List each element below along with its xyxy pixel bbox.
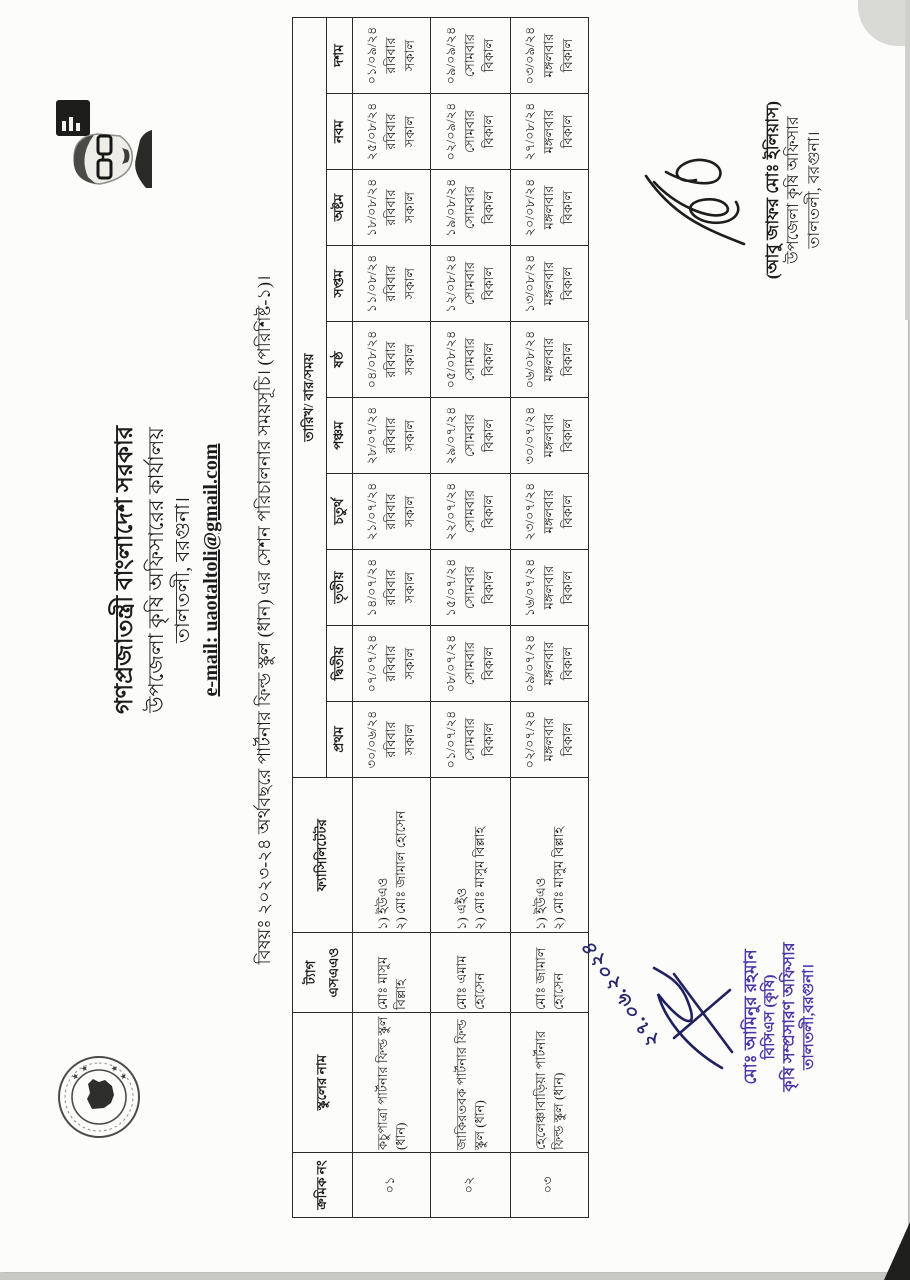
office-email: e-mail: uaotaltoli@gmail.com: [200, 443, 223, 697]
session-cell: [353, 322, 431, 398]
tag-cell: মোঃ জামাল হোসেন: [511, 933, 589, 1013]
session-header-5: পঞ্চম: [327, 398, 353, 474]
session-day: রবিবার: [383, 493, 399, 530]
session-day: মঙ্গলবার: [541, 261, 557, 306]
session-time: সকাল: [401, 495, 417, 528]
session-day: মঙ্গলবার: [541, 717, 557, 762]
session-time: বিকাল: [480, 114, 496, 149]
session-time: সকাল: [401, 267, 417, 300]
session-day: মঙ্গলবার: [541, 565, 557, 610]
session-day: মঙ্গলবার: [541, 337, 557, 382]
scan-edge-bottom: [0, 1273, 910, 1280]
session-date: ১৯/০৮/২৪: [443, 178, 459, 237]
session-date: ২৩/০৭/২৪: [522, 482, 538, 541]
facilitator-cell: [431, 778, 511, 933]
officer-designation: কৃষি সম্প্রসারণ অফিসার: [781, 942, 798, 1092]
session-header-3: তৃতীয়: [327, 550, 353, 626]
session-cell: [431, 398, 511, 474]
session-day: মঙ্গলবার: [541, 185, 557, 230]
session-header-4: চতুর্থ: [327, 474, 353, 550]
session-day: সোমবার: [462, 490, 478, 534]
signature-block-right: [636, 50, 826, 330]
officer-name: (আবু জাফর মোঃ ইলিয়াস): [763, 100, 782, 280]
session-time: বিকাল: [559, 722, 575, 757]
session-day: সোমবার: [462, 414, 478, 458]
session-day: সোমবার: [462, 566, 478, 610]
session-time: বিকাল: [480, 722, 496, 757]
session-date: ১৩/০৮/২৪: [522, 254, 538, 313]
officer-cadre: বিসিএস (কৃষি): [762, 974, 779, 1060]
session-time: সকাল: [401, 647, 417, 680]
govt-circular-seal-icon: [56, 1054, 142, 1140]
svg-text:★: ★: [80, 1064, 89, 1072]
school-cell: কচুপাত্রা পার্টনার ফিল্ড স্কুল (ধান): [353, 1013, 431, 1153]
tag-cell: মোঃ এমাম হোসেন: [431, 933, 511, 1013]
session-header-7: সপ্তম: [327, 246, 353, 322]
session-date: ১৪/০৭/২৪: [364, 558, 380, 617]
session-cell: [511, 18, 589, 94]
table-row: [353, 18, 431, 1218]
session-header-9: নবম: [327, 94, 353, 170]
session-cell: [431, 18, 511, 94]
session-cell: [511, 94, 589, 170]
session-date: ০১/০৭/২৪: [443, 710, 459, 769]
session-time: বিকাল: [559, 114, 575, 149]
col-header-date-group: তারিখ/ বার/সময়: [293, 18, 327, 778]
session-time: সকাল: [401, 191, 417, 224]
session-day: সোমবার: [462, 186, 478, 230]
session-time: বিকাল: [480, 342, 496, 377]
session-date: ০২/০৭/২৪: [522, 710, 538, 769]
session-cell: [431, 702, 511, 778]
tag-cell: মোঃ মাসুম বিল্লাহ: [353, 933, 431, 1013]
session-cell: [431, 550, 511, 626]
session-cell: [353, 626, 431, 702]
serial-cell: ০৩: [511, 1153, 589, 1218]
svg-text:★: ★: [71, 1072, 80, 1080]
session-date: ৩০/০৭/২৪: [522, 406, 538, 465]
session-day: সোমবার: [462, 110, 478, 154]
session-time: বিকাল: [480, 418, 496, 453]
session-day: মঙ্গলবার: [541, 109, 557, 154]
session-date: ২৭/০৮/২৪: [522, 102, 538, 161]
table-row: [511, 18, 589, 1218]
session-day: সোমবার: [462, 338, 478, 382]
school-cell: হেলেঞ্চাবাড়িয়া পার্টনার ফিল্ড স্কুল (ধান): [511, 1013, 589, 1153]
session-date: ২০/০৮/২৪: [522, 178, 538, 237]
officer-designation: উপজেলা কৃষি অফিসার: [785, 116, 803, 264]
session-time: বিকাল: [559, 342, 575, 377]
session-time: সকাল: [401, 723, 417, 756]
session-day: রবিবার: [383, 645, 399, 682]
session-day: রবিবার: [383, 265, 399, 302]
session-day: মঙ্গলবার: [541, 413, 557, 458]
session-date: ০২/০৯/২৪: [443, 102, 459, 161]
session-cell: [353, 170, 431, 246]
session-cell: [511, 626, 589, 702]
session-time: বিকাল: [559, 646, 575, 681]
facilitator-cell: [353, 778, 431, 933]
session-cell: [431, 170, 511, 246]
session-date: ০৬/০৮/২৪: [522, 330, 538, 389]
session-day: মঙ্গলবার: [541, 641, 557, 686]
session-cell: [353, 246, 431, 322]
session-date: ০৩/০৯/২৪: [522, 26, 538, 85]
govt-title: গণপ্রজাতন্ত্রী বাংলাদেশ সরকার: [112, 425, 138, 715]
officer-address: তালতলী,বরগুনা।: [801, 964, 817, 1070]
session-date: ২১/০৭/২৪: [364, 482, 380, 541]
session-cell: [353, 474, 431, 550]
session-time: বিকাল: [480, 494, 496, 529]
session-time: বিকাল: [559, 418, 575, 453]
session-cell: [431, 246, 511, 322]
letterhead: [110, 190, 224, 950]
session-day: রবিবার: [383, 417, 399, 454]
session-cell: [511, 550, 589, 626]
session-cell: [511, 170, 589, 246]
session-day: রবিবার: [383, 721, 399, 758]
session-time: বিকাল: [480, 646, 496, 681]
session-day: মঙ্গলবার: [541, 33, 557, 78]
session-date: ১১/০৮/২৪: [364, 254, 380, 313]
session-date: ২২/০৭/২৪: [443, 482, 459, 541]
session-cell: [431, 474, 511, 550]
session-cell: [511, 398, 589, 474]
session-cell: [431, 626, 511, 702]
session-date: ০৯/০৯/২৪: [443, 26, 459, 85]
session-date: ০৮/০৭/২৪: [443, 634, 459, 693]
office-title: উপজেলা কৃষি অফিসারের কার্যালয়: [144, 427, 168, 713]
session-time: সকাল: [401, 571, 417, 604]
session-day: সোমবার: [462, 642, 478, 686]
session-date: ৩০/০৬/২৪: [364, 710, 380, 769]
session-date: ০৯/০৭/২৪: [522, 634, 538, 693]
col-header-tag: ট্যাগ এসএএও: [293, 933, 353, 1013]
svg-text:★: ★: [110, 1064, 119, 1072]
session-cell: [511, 246, 589, 322]
session-day: সোমবার: [462, 718, 478, 762]
session-cell: [353, 398, 431, 474]
officer-stamp: [740, 882, 819, 1152]
session-time: সকাল: [401, 39, 417, 72]
session-date: ১২/০৮/২৪: [443, 254, 459, 313]
session-time: সকাল: [401, 115, 417, 148]
session-date: ০৭/০৭/২৪: [364, 634, 380, 693]
session-date: ২৫/০৮/২৪: [364, 102, 380, 161]
session-date: ০৫/০৮/২৪: [443, 330, 459, 389]
session-time: বিকাল: [559, 38, 575, 73]
session-cell: [353, 18, 431, 94]
session-date: ২৯/০৭/২৪: [443, 406, 459, 465]
serial-cell: ০২: [431, 1153, 511, 1218]
session-time: বিকাল: [480, 38, 496, 73]
handwritten-signature-left: [644, 936, 744, 1086]
handwritten-signature-right: [632, 112, 754, 272]
schedule-table-wrap: [292, 17, 589, 1218]
session-header-8: অষ্টম: [327, 170, 353, 246]
session-header-2: দ্বিতীয়: [327, 626, 353, 702]
session-date: ২৮/০৭/২৪: [364, 406, 380, 465]
subject-line: বিষয়ঃ ২০২৩-২৪ অর্থবছরে পার্টনার ফিল্ড স্কুল (ধান) এর সেশন পরিচালনার সময়সূচি। (পরিশিষ্ট-১)।: [254, 275, 274, 965]
officer-name: মোঃ আমিনুর রহমান: [741, 949, 760, 1085]
session-cell: [511, 702, 589, 778]
session-time: বিকাল: [559, 190, 575, 225]
officer-address: তালতলী, বরগুনা।: [805, 131, 823, 249]
serial-cell: ০১: [353, 1153, 431, 1218]
session-date: ১৫/০৭/২৪: [443, 558, 459, 617]
col-header-facilitator: ফ্যাসিলিটেটর: [293, 778, 353, 933]
facilitator-cell: [511, 778, 589, 933]
session-cell: [353, 94, 431, 170]
mujib-borsho-logo-icon: [52, 94, 152, 198]
session-date: ১৬/০৭/২৪: [522, 558, 538, 617]
session-time: বিকাল: [559, 266, 575, 301]
facilitator-1: ১) এইও: [453, 887, 469, 930]
session-day: রবিবার: [383, 37, 399, 74]
session-header-6: ষষ্ঠ: [327, 322, 353, 398]
session-time: বিকাল: [559, 570, 575, 605]
session-day: রবিবার: [383, 113, 399, 150]
session-time: সকাল: [401, 343, 417, 376]
session-cell: [431, 322, 511, 398]
session-header-1: প্রথম: [327, 702, 353, 778]
session-date: ০৪/০৮/২৪: [364, 330, 380, 389]
handwritten-date: ২৭.০৬.২০২৪: [577, 937, 666, 1053]
facilitator-2: ২) মোঃ মাসুম বিল্লাহ: [471, 826, 487, 930]
session-time: বিকাল: [559, 494, 575, 529]
session-header-10: দশম: [327, 18, 353, 94]
session-cell: [431, 94, 511, 170]
session-time: বিকাল: [480, 266, 496, 301]
session-day: রবিবার: [383, 341, 399, 378]
session-time: বিকাল: [480, 190, 496, 225]
svg-text:★: ★: [119, 1072, 128, 1080]
session-cell: [353, 702, 431, 778]
session-date: ১৮/০৮/২৪: [364, 178, 380, 237]
facilitator-2: ২) মোঃ মাসুম বিল্লাহ: [550, 826, 566, 930]
session-date: ০১/০৯/২৪: [364, 26, 380, 85]
scan-corner-black-wedge: [884, 1222, 910, 1280]
col-header-serial: ক্রমিক নং: [293, 1153, 353, 1218]
session-day: মঙ্গলবার: [541, 489, 557, 534]
facilitator-2: ২) মোঃ জামাল হোসেন: [392, 810, 408, 930]
office-location: তালতলী, বরগুনা।: [172, 496, 195, 644]
session-time: বিকাল: [480, 570, 496, 605]
session-time: সকাল: [401, 419, 417, 452]
col-header-school: স্কুলের নাম: [293, 1013, 353, 1153]
schedule-table: [292, 17, 589, 1218]
scan-edge-right: [905, 0, 910, 320]
session-cell: [511, 474, 589, 550]
school-cell: জাকিরতবক পার্টনার ফিল্ড স্কুল (ধান): [431, 1013, 511, 1153]
facilitator-1: ১) ইউএও: [374, 877, 390, 930]
table-row: [431, 18, 511, 1218]
session-day: রবিবার: [383, 569, 399, 606]
session-day: রবিবার: [383, 189, 399, 226]
session-cell: [511, 322, 589, 398]
session-day: সোমবার: [462, 34, 478, 78]
facilitator-1: ১) ইউএও: [532, 877, 548, 930]
session-day: সোমবার: [462, 262, 478, 306]
session-cell: [353, 550, 431, 626]
